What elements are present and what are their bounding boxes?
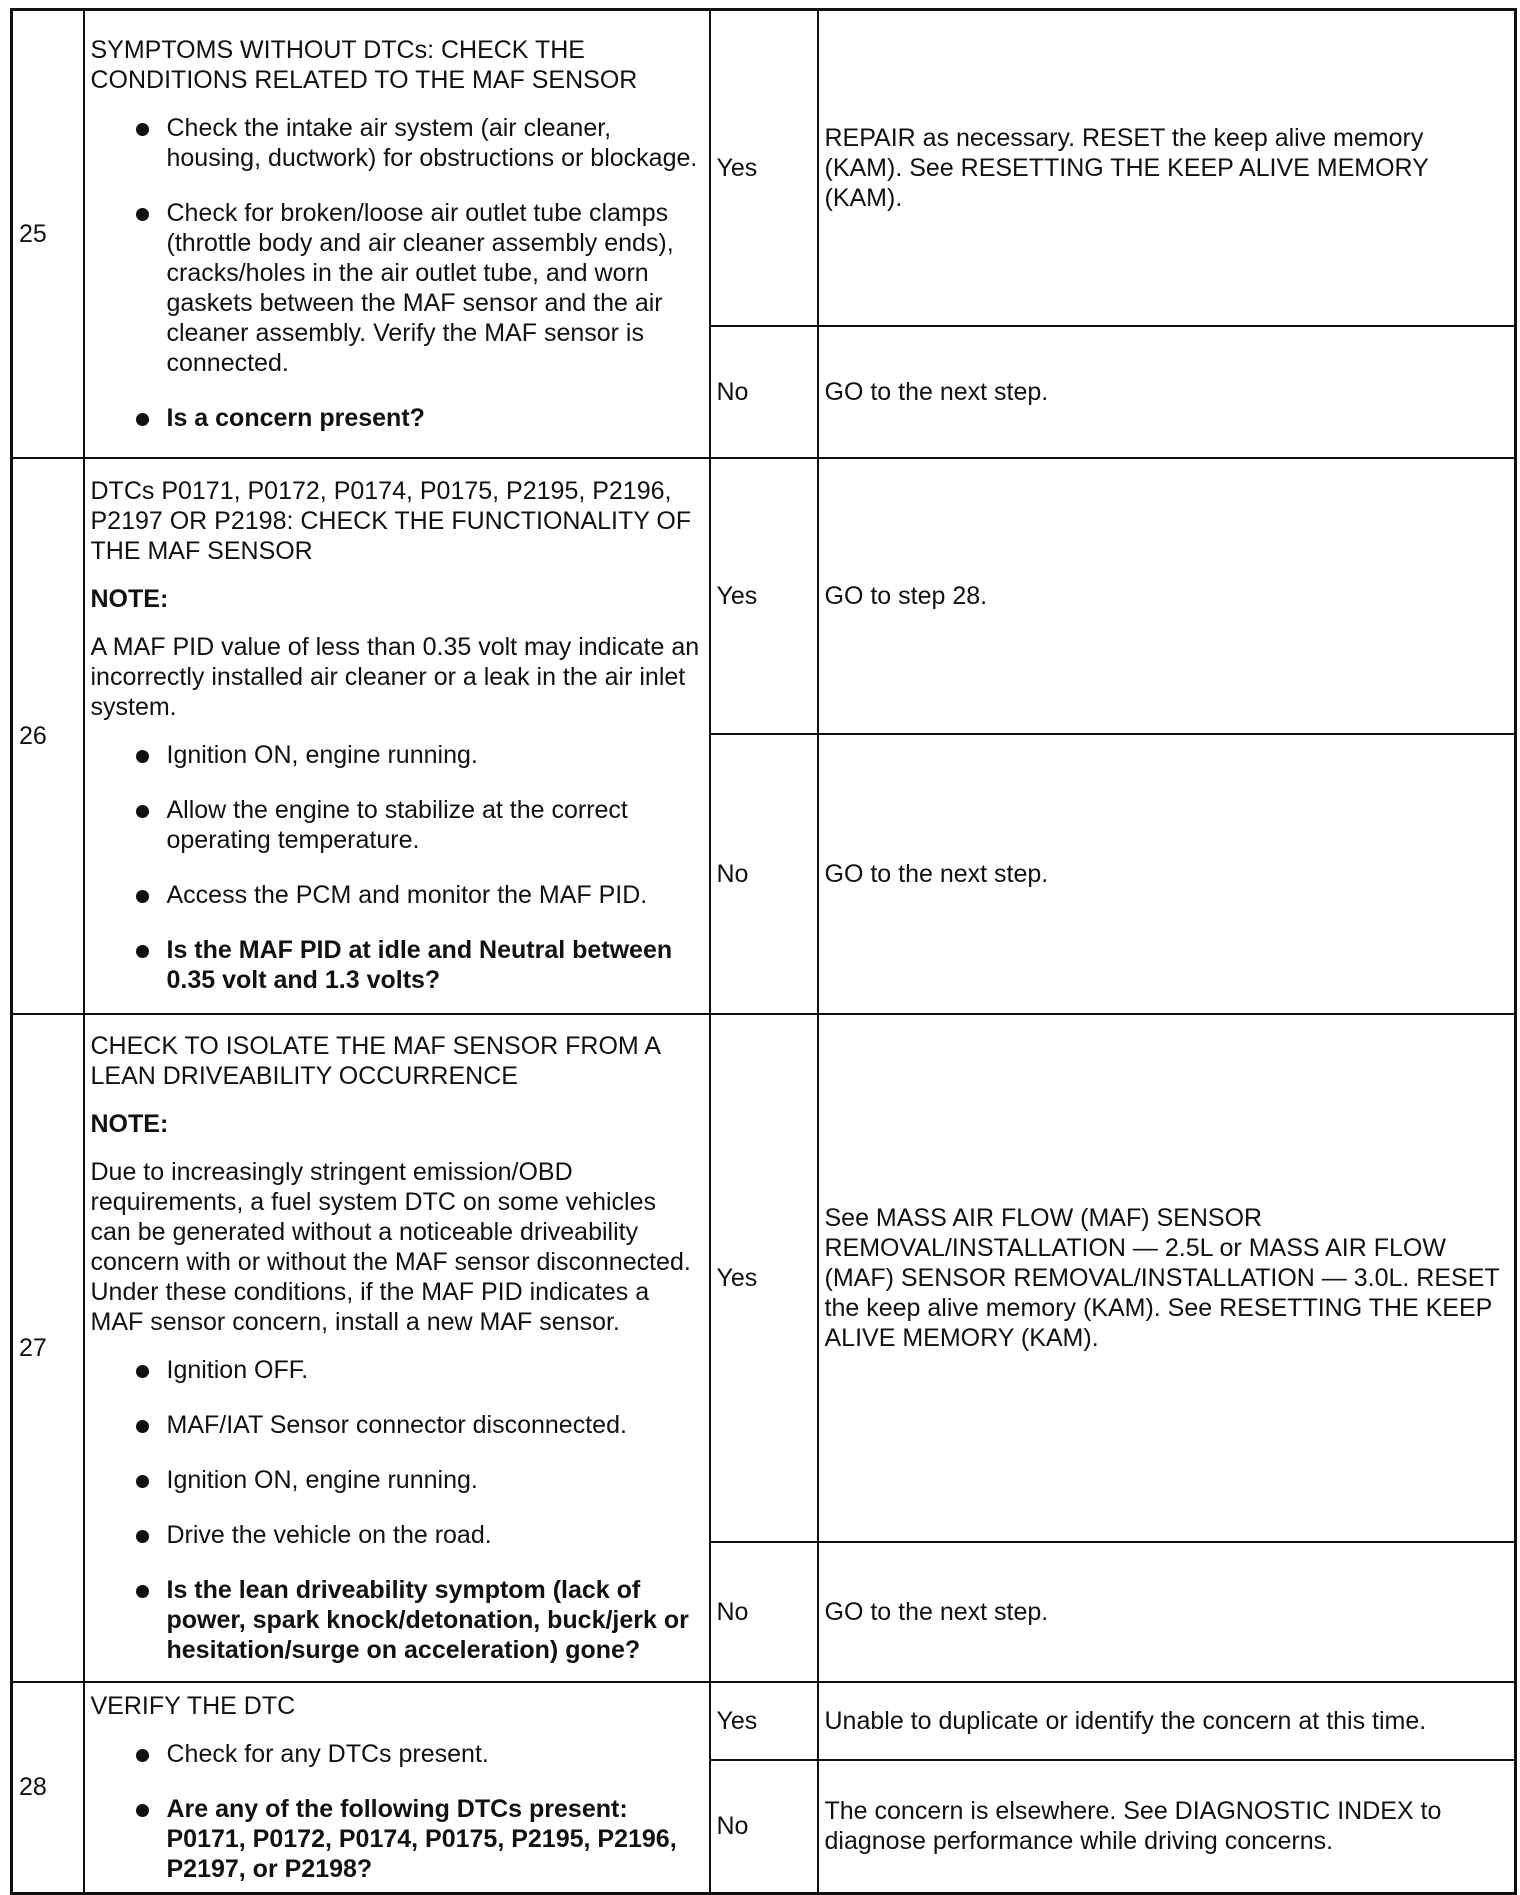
note-text: Due to increasingly stringent emission/OBD requirements, a fuel system DTC on some vehicles can be generated without a noticeable driveability concern with or without the MAF sensor disconnected. Under these conditions, if the MAF PID indicates a MAF sensor concern, install a new MAF sensor.	[90, 1157, 691, 1336]
note-text: A MAF PID value of less than 0.35 volt may indicate an incorrectly installed air cleaner or a leak in the air inlet system.	[90, 633, 700, 721]
yes-result: REPAIR as necessary. RESET the keep alive memory (KAM). See RESETTING THE KEEP ALIVE MEMORY (KAM).	[818, 10, 1516, 326]
action-item: Check for any DTCs present.	[91, 1739, 703, 1769]
action-item: Allow the engine to stabilize at the correct operating temperature.	[91, 795, 703, 855]
action-list	[91, 740, 703, 995]
step-action	[84, 1014, 710, 1682]
yes-label: Yes	[710, 1682, 818, 1760]
action-list	[91, 1739, 703, 1884]
no-label: No	[710, 734, 818, 1014]
step-heading: SYMPTOMS WITHOUT DTCs: CHECK THE CONDITIONS RELATED TO THE MAF SENSOR	[90, 35, 638, 94]
step-number: 27	[12, 1014, 84, 1682]
bullet-icon	[136, 413, 149, 426]
note-label: NOTE:	[90, 585, 169, 613]
action-question: Is a concern present?	[91, 403, 703, 433]
bullet-icon	[136, 1530, 149, 1543]
yes-result: GO to step 28.	[818, 458, 1516, 734]
bullet-icon	[136, 1420, 149, 1433]
diagnostic-table	[10, 8, 1517, 1895]
note-label: NOTE:	[90, 1109, 169, 1138]
step-action	[84, 10, 710, 458]
bullet-icon	[136, 123, 149, 136]
yes-result: See MASS AIR FLOW (MAF) SENSOR REMOVAL/INSTALLATION — 2.5L or MASS AIR FLOW (MAF) SENSOR REMOVAL/INSTALLATION — 3.0L. RESET the keep alive memory (KAM). See RESETTING THE KEEP ALIVE MEMORY (KAM).	[818, 1014, 1516, 1542]
bullet-icon	[136, 750, 149, 763]
yes-label: Yes	[710, 1014, 818, 1542]
bullet-icon	[136, 1749, 149, 1762]
step-28-yes-row	[12, 1682, 1516, 1760]
action-item: Ignition ON, engine running.	[91, 740, 703, 770]
no-result: The concern is elsewhere. See DIAGNOSTIC INDEX to diagnose performance while driving concerns.	[818, 1760, 1516, 1894]
bullet-icon	[136, 208, 149, 221]
yes-result: Unable to duplicate or identify the concern at this time.	[818, 1682, 1516, 1760]
no-label: No	[710, 1760, 818, 1894]
action-item: Check the intake air system (air cleaner, housing, ductwork) for obstructions or blockage.	[91, 113, 703, 173]
yes-label: Yes	[710, 10, 818, 326]
action-item: MAF/IAT Sensor connector disconnected.	[91, 1410, 703, 1440]
action-question: Is the lean driveability symptom (lack of power, spark knock/detonation, buck/jerk or hesitation/surge on acceleration) gone?	[91, 1575, 703, 1665]
bullet-icon	[136, 1804, 149, 1817]
step-26-yes-row	[12, 458, 1516, 734]
bullet-icon	[136, 1585, 149, 1598]
no-label: No	[710, 1542, 818, 1682]
action-item: Access the PCM and monitor the MAF PID.	[91, 880, 703, 910]
action-question: Are any of the following DTCs present: P0171, P0172, P0174, P0175, P2195, P2196, P2197, or P2198?	[91, 1794, 703, 1884]
action-list	[91, 1355, 703, 1665]
bullet-icon	[136, 1365, 149, 1378]
action-question: Is the MAF PID at idle and Neutral between 0.35 volt and 1.3 volts?	[91, 935, 703, 995]
bullet-icon	[136, 805, 149, 818]
no-result: GO to the next step.	[818, 734, 1516, 1014]
step-action	[84, 1682, 710, 1894]
step-heading: VERIFY THE DTC	[90, 1691, 296, 1720]
action-item: Ignition ON, engine running.	[91, 1465, 703, 1495]
bullet-icon	[136, 890, 149, 903]
no-result: GO to the next step.	[818, 1542, 1516, 1682]
step-27-yes-row	[12, 1014, 1516, 1542]
step-action	[84, 458, 710, 1014]
step-number: 26	[12, 458, 84, 1014]
step-number: 28	[12, 1682, 84, 1894]
action-item: Ignition OFF.	[91, 1355, 703, 1385]
step-heading: DTCs P0171, P0172, P0174, P0175, P2195, P2196, P2197 OR P2198: CHECK THE FUNCTIONALITY OF THE MAF SENSOR	[90, 477, 692, 565]
action-item: Drive the vehicle on the road.	[91, 1520, 703, 1550]
bullet-icon	[136, 1475, 149, 1488]
no-label: No	[710, 326, 818, 458]
action-item: Check for broken/loose air outlet tube clamps (throttle body and air cleaner assembly ends), cracks/holes in the air outlet tube, and worn gaskets between the MAF sensor and the air cleaner assembly. Verify the MAF sensor is connected.	[91, 198, 703, 378]
action-list	[91, 113, 703, 433]
bullet-icon	[136, 945, 149, 958]
step-number: 25	[12, 10, 84, 458]
no-result: GO to the next step.	[818, 326, 1516, 458]
step-heading: CHECK TO ISOLATE THE MAF SENSOR FROM A LEAN DRIVEABILITY OCCURRENCE	[90, 1031, 660, 1090]
yes-label: Yes	[710, 458, 818, 734]
step-25-yes-row	[12, 10, 1516, 326]
